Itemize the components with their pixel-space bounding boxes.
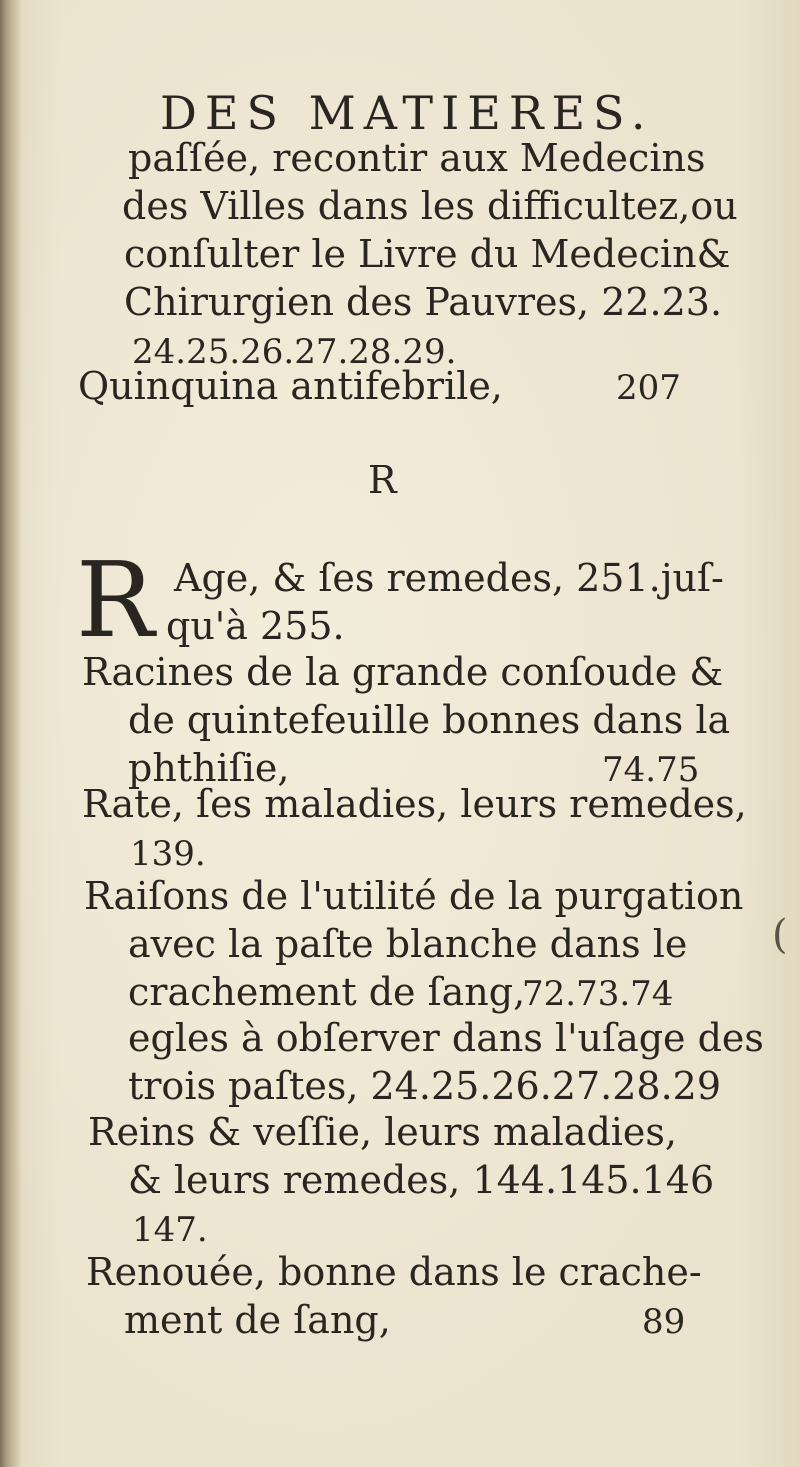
continued-line-1: paſſée, recontir aux Medecins — [128, 136, 706, 180]
running-header: DES MATIERES. — [160, 86, 654, 140]
entry-rate-line-1: Rate, ſes maladies, leurs remedes, — [82, 782, 747, 826]
continued-line-3: conſulter le Livre du Medecin& — [124, 232, 731, 276]
continued-line-4: Chirurgien des Pauvres, 22.23. — [124, 280, 723, 324]
entry-reins-line-1: Reins & veſſie, leurs maladies, — [88, 1110, 677, 1154]
entry-rate-line-2: 139. — [130, 834, 206, 874]
entry-reins-line-2: & leurs remedes, 144.145.146 — [128, 1158, 715, 1202]
entry-raisons-line-1: Raiſons de l'utilité de la purgation — [84, 874, 744, 918]
entry-raisons-line-3: crachement de ſang, — [128, 970, 526, 1014]
entry-renouee-line-2: ment de ſang, — [124, 1298, 391, 1342]
continued-line-5: 24.25.26.27.28.29. — [132, 332, 457, 372]
entry-racines-line-1: Racines de la grande conſoude & — [82, 650, 724, 694]
entry-racines-line-2: de quintefeuille bonnes dans la — [128, 698, 731, 742]
book-spine-shadow — [0, 0, 22, 1467]
entry-regles-line-1: egles à obſerver dans l'uſage des — [128, 1016, 764, 1060]
margin-mark: ( — [772, 912, 788, 958]
entry-renouee-page: 89 — [642, 1302, 686, 1342]
section-letter: R — [368, 458, 397, 502]
entry-raisons-line-2: avec la paſte blanche dans le — [128, 922, 688, 966]
entry-reins-line-3: 147. — [132, 1210, 208, 1250]
entry-rage-line-1: Age, & ſes remedes, 251.juſ- — [174, 556, 724, 600]
entry-quinquina: Quinquina antifebrile, — [78, 364, 503, 408]
drop-cap: R — [76, 539, 155, 661]
entry-raisons-page: 72.73.74 — [522, 974, 674, 1014]
entry-racines-line-3: phthiſie, — [128, 746, 290, 790]
continued-line-2: des Villes dans les difficultez,ou — [122, 184, 738, 228]
entry-racines-page: 74.75 — [602, 750, 700, 790]
entry-quinquina-page: 207 — [616, 368, 681, 408]
entry-rage-line-2: qu'à 255. — [166, 604, 345, 648]
entry-renouee-line-1: Renouée, bonne dans le crache- — [86, 1250, 702, 1294]
entry-regles-line-2: trois paſtes, 24.25.26.27.28.29 — [128, 1064, 722, 1108]
